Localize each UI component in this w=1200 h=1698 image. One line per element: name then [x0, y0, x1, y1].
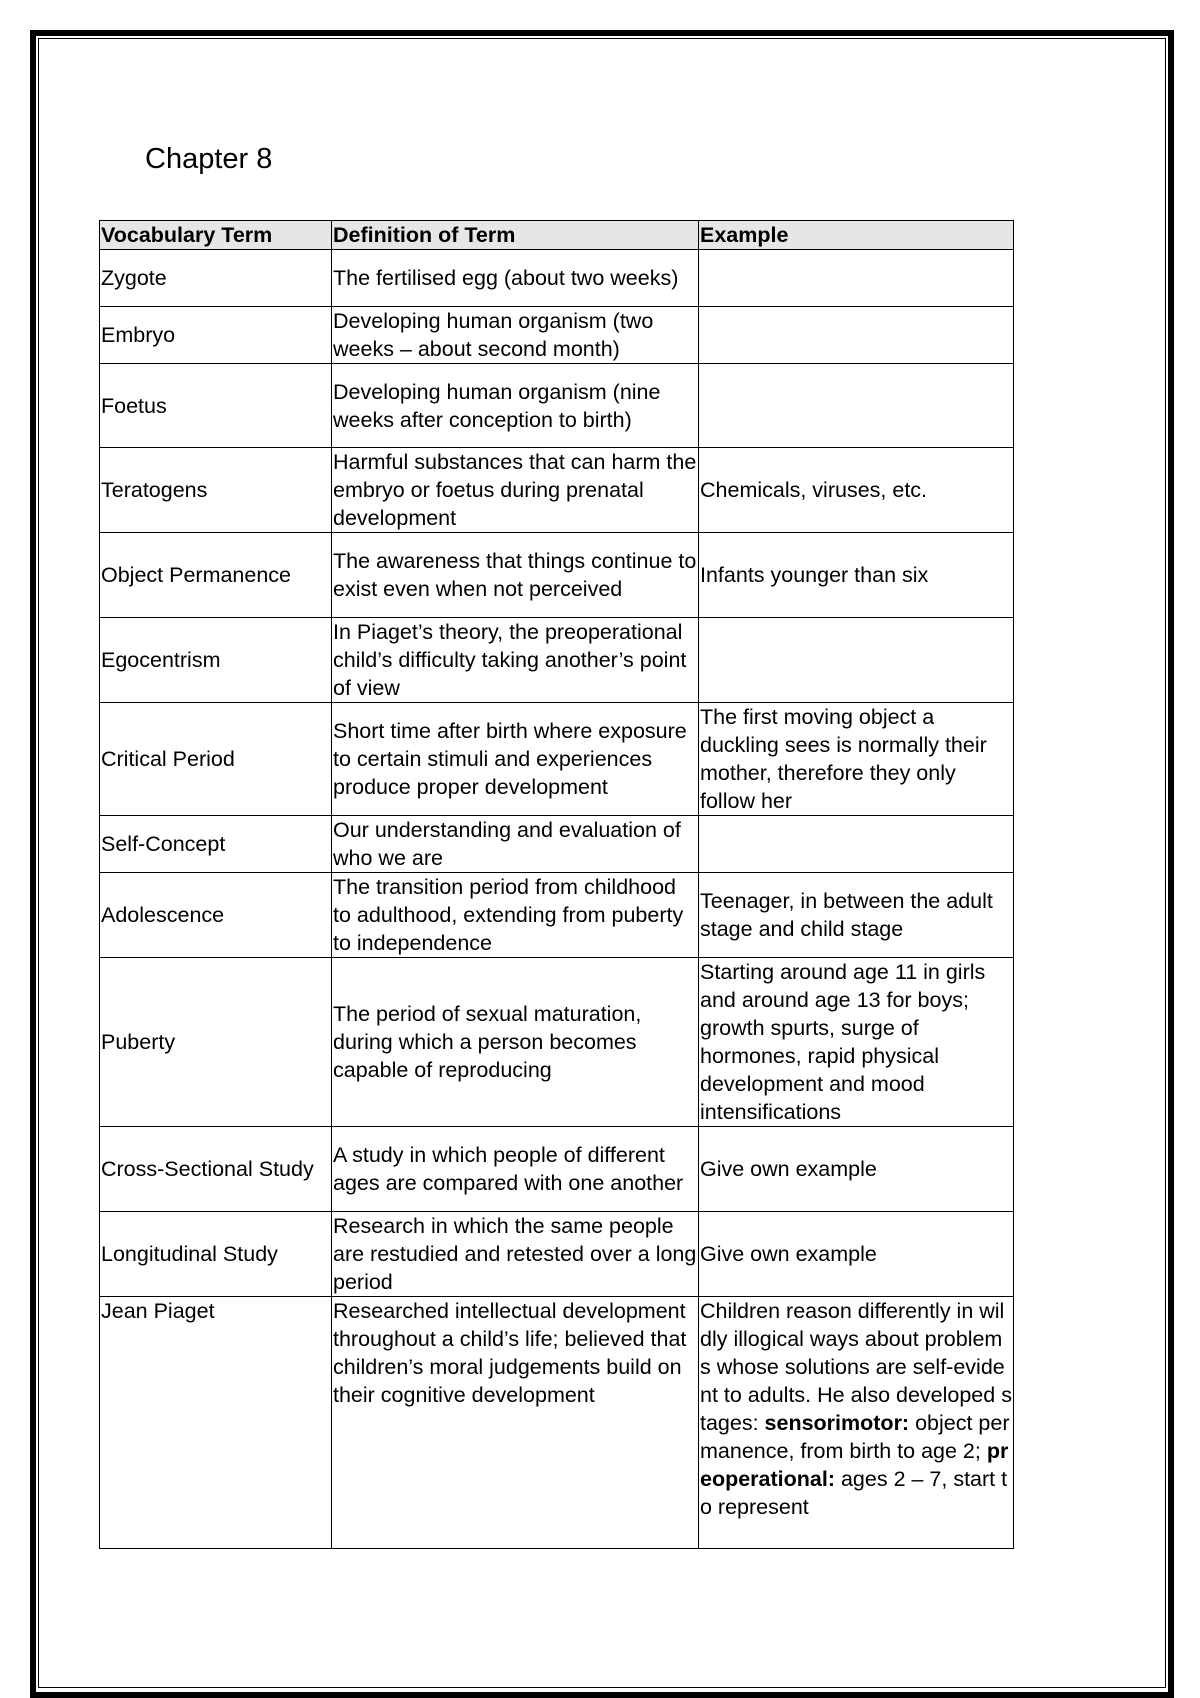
example-cell	[699, 618, 1014, 703]
definition-cell: The awareness that things continue to exist even when not perceived	[332, 533, 699, 618]
header-vocabulary-term: Vocabulary Term	[100, 221, 332, 250]
definition-cell: Our understanding and evaluation of who we are	[332, 816, 699, 873]
example-cell: The first moving object a duckling sees is normally their mother, therefore they only follow her	[699, 703, 1014, 816]
example-cell: Give own example	[699, 1127, 1014, 1212]
table-row	[100, 1127, 1014, 1212]
stage-text-sensorimotor: object permanence, from birth to age 2;	[700, 1411, 1010, 1463]
table-row	[100, 307, 1014, 364]
stage-text-preoperational: ages 2 – 7, start to represent	[700, 1467, 1008, 1519]
term-cell: Self-Concept	[100, 816, 332, 873]
table-row	[100, 618, 1014, 703]
table-row	[100, 364, 1014, 448]
term-cell: Cross-Sectional Study	[100, 1127, 332, 1212]
vocabulary-table	[99, 220, 1014, 1549]
example-cell	[699, 364, 1014, 448]
chapter-title: Chapter 8	[145, 143, 273, 175]
example-cell: Give own example	[699, 1212, 1014, 1297]
table-row	[100, 958, 1014, 1127]
table-row	[100, 816, 1014, 873]
header-example: Example	[699, 221, 1014, 250]
table-row	[100, 1212, 1014, 1297]
term-cell: Object Permanence	[100, 533, 332, 618]
stage-label-preoperational: preoperational:	[700, 1439, 1009, 1491]
term-cell: Longitudinal Study	[100, 1212, 332, 1297]
example-cell	[699, 816, 1014, 873]
table-row	[100, 250, 1014, 307]
definition-cell: The transition period from childhood to adulthood, extending from puberty to independence	[332, 873, 699, 958]
definition-cell: In Piaget’s theory, the preoperational child’s difficulty taking another’s point of view	[332, 618, 699, 703]
example-cell: Chemicals, viruses, etc.	[699, 448, 1014, 533]
definition-cell: Developing human organism (two weeks – about second month)	[332, 307, 699, 364]
definition-cell: A study in which people of different ages are compared with one another	[332, 1127, 699, 1212]
example-cell	[699, 1297, 1014, 1549]
example-cell	[699, 307, 1014, 364]
header-definition: Definition of Term	[332, 221, 699, 250]
stage-label-sensorimotor: sensorimotor:	[764, 1411, 910, 1435]
definition-cell: Research in which the same people are restudied and retested over a long period	[332, 1212, 699, 1297]
example-cell: Infants younger than six	[699, 533, 1014, 618]
table-header-row	[100, 221, 1014, 250]
term-cell: Egocentrism	[100, 618, 332, 703]
table-row	[100, 873, 1014, 958]
example-intro: Children reason differently in wildly illogical ways about problems whose solutions are self-evident to adults. He also developed stages:	[700, 1299, 1012, 1435]
term-cell: Jean Piaget	[100, 1297, 332, 1549]
example-cell: Starting around age 11 in girls and around age 13 for boys; growth spurts, surge of hormones, rapid physical development and mood intensifications	[699, 958, 1014, 1127]
definition-cell: The fertilised egg (about two weeks)	[332, 250, 699, 307]
definition-cell: Researched intellectual development throughout a child’s life; believed that children’s moral judgements build on their cognitive development	[332, 1297, 699, 1549]
term-cell: Adolescence	[100, 873, 332, 958]
definition-cell: Short time after birth where exposure to certain stimuli and experiences produce proper development	[332, 703, 699, 816]
definition-cell: Developing human organism (nine weeks after conception to birth)	[332, 364, 699, 448]
term-cell: Puberty	[100, 958, 332, 1127]
term-cell: Embryo	[100, 307, 332, 364]
example-cell	[699, 250, 1014, 307]
table-row	[100, 703, 1014, 816]
term-cell: Zygote	[100, 250, 332, 307]
term-cell: Foetus	[100, 364, 332, 448]
term-cell: Teratogens	[100, 448, 332, 533]
table-row	[100, 448, 1014, 533]
definition-cell: Harmful substances that can harm the embryo or foetus during prenatal development	[332, 448, 699, 533]
term-cell: Critical Period	[100, 703, 332, 816]
example-cell: Teenager, in between the adult stage and child stage	[699, 873, 1014, 958]
table-row-piaget	[100, 1297, 1014, 1549]
definition-cell: The period of sexual maturation, during which a person becomes capable of reproducing	[332, 958, 699, 1127]
table-row	[100, 533, 1014, 618]
